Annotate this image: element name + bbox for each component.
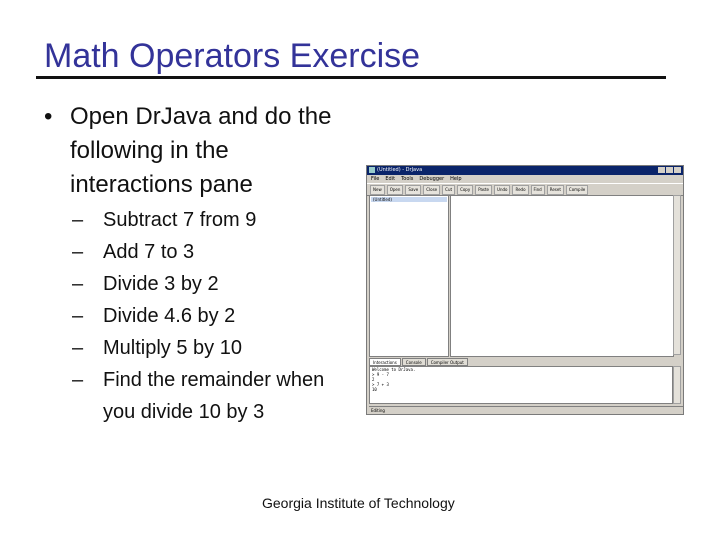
toolbar-new: New <box>370 185 385 195</box>
menu-tools: Tools <box>401 176 414 182</box>
task-item <box>72 364 362 428</box>
interactions-line: > 9 - 7 <box>372 372 389 377</box>
slide-footer: Georgia Institute of Technology <box>262 495 455 511</box>
toolbar-copy: Copy <box>457 185 473 195</box>
task-item <box>72 204 362 236</box>
maximize-icon <box>666 167 673 173</box>
drjava-status-bar: Editing <box>369 406 683 414</box>
menu-edit: Edit <box>385 176 396 182</box>
drjava-bottom-tabs <box>369 358 468 366</box>
editor-scrollbar <box>673 195 681 355</box>
dash-symbol: – <box>72 241 84 263</box>
tab-compiler-output: Compiler Output <box>427 358 468 366</box>
minimize-icon <box>658 167 665 173</box>
dash-symbol: – <box>72 337 84 359</box>
title-underline <box>36 76 666 79</box>
toolbar-open: Open <box>387 185 404 195</box>
drjava-window-title: (Untitled) - DrJava <box>377 167 423 173</box>
dash-symbol: – <box>72 273 84 295</box>
toolbar-save: Save <box>405 185 421 195</box>
tab-interactions: Interactions <box>369 358 401 366</box>
toolbar-cut: Cut <box>442 185 455 195</box>
task-item <box>72 236 362 268</box>
dash-symbol: – <box>72 305 84 327</box>
interactions-line: 2 <box>372 377 375 382</box>
drjava-screenshot <box>366 165 684 415</box>
interactions-scrollbar <box>673 366 681 404</box>
task-list <box>72 204 362 428</box>
task-text: Subtract 7 from 9 <box>103 209 257 231</box>
tab-console: Console <box>402 358 426 366</box>
interactions-line: > 7 + 3 <box>372 382 389 387</box>
dash-symbol: – <box>72 209 84 231</box>
window-controls <box>658 167 681 173</box>
menu-file: File <box>371 176 380 182</box>
toolbar-compile: Compile <box>566 185 588 195</box>
drjava-editor-pane <box>450 195 674 357</box>
dash-symbol: – <box>72 369 84 391</box>
task-text: Multiply 5 by 10 <box>103 337 242 359</box>
toolbar-redo: Redo <box>512 185 528 195</box>
drjava-title-bar <box>367 166 683 175</box>
drjava-menu-bar <box>367 175 683 183</box>
task-text: Divide 3 by 2 <box>103 273 219 295</box>
toolbar-paste: Paste <box>475 185 492 195</box>
drjava-app-icon <box>369 167 375 173</box>
open-file-item: (Untitled) <box>371 197 447 202</box>
toolbar-reset: Reset <box>547 185 564 195</box>
interactions-line: Welcome to DrJava. <box>372 367 416 372</box>
menu-debugger: Debugger <box>419 176 445 182</box>
interactions-line: 10 <box>372 387 377 392</box>
slide-title: Math Operators Exercise <box>44 37 421 75</box>
toolbar-close: Close <box>423 185 440 195</box>
menu-help: Help <box>450 176 462 182</box>
task-item <box>72 268 362 300</box>
task-item <box>72 300 362 332</box>
bullet-symbol: • <box>44 103 53 130</box>
toolbar-undo: Undo <box>494 185 510 195</box>
task-text: Add 7 to 3 <box>103 241 195 263</box>
task-text: Find the remainder when you divide 10 by 3 <box>103 369 325 423</box>
toolbar-find: Find <box>531 185 545 195</box>
drjava-interactions-pane <box>369 366 673 404</box>
close-icon <box>674 167 681 173</box>
bullet-text: Open DrJava and do the following in the interactions pane <box>70 103 332 198</box>
drjava-file-list <box>369 195 449 357</box>
task-text: Divide 4.6 by 2 <box>103 305 236 327</box>
task-item <box>72 332 362 364</box>
